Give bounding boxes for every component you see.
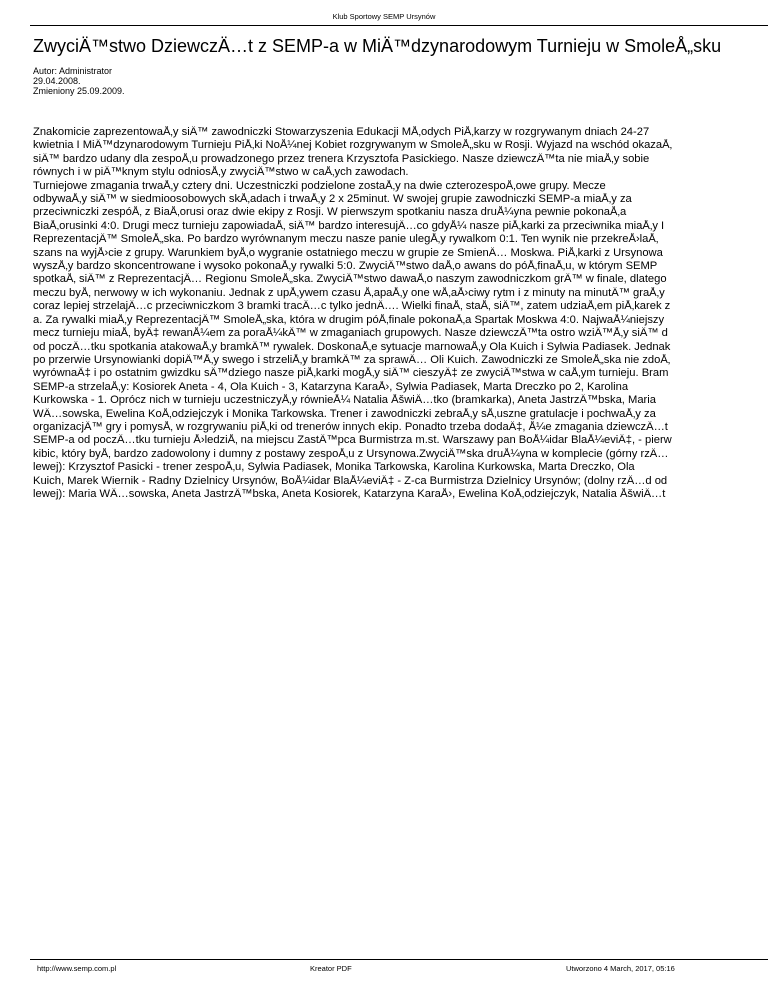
footer-generator: Kreator PDF	[310, 964, 352, 973]
article-line: kibic, który byÅ‚ bardzo zadowolony i dumny z postawy zespoÅ‚u z Ursynowa.ZwyciÄ™ska druÅ¼yna w komplecie (górny rzÄ…	[33, 447, 669, 460]
page-header-site-name: Klub Sportowy SEMP Ursynów	[332, 12, 436, 21]
article-line: meczu byÅ‚ nerwowy w ich wykonaniu. Jednak z upÅ‚ywem czasu Å‚apaÅ‚y one wÅ‚aÅ›ciwy rytm i z minuty na minutÄ™ graÅ‚y	[33, 286, 665, 299]
header-divider	[30, 25, 768, 26]
article-line: wyrównaÄ‡ i po ostatnim gwizdku sÄ™dziego nasze piÅ‚karki mogÅ‚y siÄ™ cieszyÄ‡ ze zwyciÄ™stwa w caÅ‚ym turnieju. Bram	[33, 367, 669, 380]
created-date: 29.04.2008.	[33, 76, 81, 86]
article-line: coraz lepiej strzelajÄ…c przeciwniczkom 3 bramki tracÄ…c tylko jednÄ…. Wielki finaÅ‚ staÅ‚ siÄ™, zatem udziaÅ‚em piÅ‚karek z	[33, 300, 671, 313]
footer-created-at: Utworzono 4 March, 2017, 05:16	[566, 964, 675, 973]
article-line: przeciwniczki zespóÅ‚ z BiaÅ‚orusi oraz dwie ekipy z Rosji. W pierwszym spotkaniu nasza druÅ¼yna pewnie pokonaÅ‚a	[33, 206, 627, 219]
article-body	[33, 126, 768, 501]
article-title: ZwyciÄ™stwo DziewczÄ…t z SEMP-a w MiÄ™dzynarodowym Turnieju w SmoleÅ„sku	[33, 36, 722, 56]
article-line: ReprezentacjÄ™ SmoleÅ„ska. Po bardzo wyrównanym meczu nasze panie ulegÅ‚y rywalkom 0:1. Ten wynik nie przekreÅ›laÅ‚	[33, 233, 659, 246]
article-line: lewej): Maria WÄ…sowska, Aneta JastrzÄ™bska, Aneta Kosiorek, Katarzyna KaraÅ›, Ewelina KoÅ‚odziejczyk, Natalia ÅšwiÄ…t	[33, 487, 666, 500]
footer-divider	[30, 959, 768, 960]
article-line: siÄ™ bardzo udany dla zespoÅ‚u prowadzonego przez trenera Krzysztofa Pasickiego. Nasze dziewczÄ™ta nie miaÅ‚y sobie	[33, 152, 650, 165]
article-line: kwietnia I MiÄ™dzynarodowym Turnieju PiÅ‚ki NoÅ¼nej Kobiet rozgrywanym w SmoleÅ„sku w Rosji. Wyjazd na wschód okazaÅ‚	[33, 139, 673, 152]
article-line: organizacjÄ™ gry i pomysÅ‚ w rozgrywaniu piÅ‚ki od trenerów innych ekip. Ponadto trzeba dodaÄ‡, Å¼e zmagania dziewczÄ…t	[33, 420, 668, 433]
article-line: Znakomicie zaprezentowaÅ‚y siÄ™ zawodniczki Stowarzyszenia Edukacji MÅ‚odych PiÅ‚karzy w rozgrywanym dniach 24-27	[33, 126, 650, 138]
article-line: lewej): Krzysztof Pasicki - trener zespoÅ‚u, Sylwia Padiasek, Monika Tarkowska, Karolina Kurkowska, Marta Dreczko, Ola	[33, 461, 635, 474]
article-line: po przerwie Ursynowianki dopiÄ™Å‚y swego i strzeliÅ‚y bramkÄ™ za sprawÄ… Oli Kuich. Zawodniczki ze SmoleÅ„ska nie zdoÅ‚	[33, 353, 671, 366]
article-line: a. Za rywalki miaÅ‚y ReprezentacjÄ™ SmoleÅ„ska, która w drugim póÅ‚finale pokonaÅ‚a Spartak Moskwa 4:0. NajwaÅ¼niejszy	[33, 313, 665, 326]
modified-date: Zmieniony 25.09.2009.	[33, 86, 125, 96]
article-line: odbywaÅ‚y siÄ™ w siedmioosobowych skÅ‚adach i trwaÅ‚y 2 x 25minut. W swojej grupie zawodniczki SEMP-a miaÅ‚y za	[33, 193, 632, 206]
article-line: Turniejowe zmagania trwaÅ‚y cztery dni. Uczestniczki podzielone zostaÅ‚y na dwie czterozespoÅ‚owe grupy. Mecze	[33, 179, 606, 192]
article-line: spotkaÅ‚ siÄ™ z ReprezentacjÄ… Regionu SmoleÅ„ska. ZwyciÄ™stwo dawaÅ‚o naszym zawodniczkom grÄ™ w finale, dlatego	[33, 273, 667, 286]
article-meta	[33, 66, 125, 96]
article-line: WÄ…sowska, Ewelina KoÅ‚odziejczyk i Monika Tarkowska. Trener i zawodniczki zebraÅ‚y sÅ‚uszne gratulacje i pochwaÅ‚y za	[33, 407, 656, 420]
author-line: Autor: Administrator	[33, 66, 113, 76]
article-line: wyszÅ‚y bardzo skoncentrowane i wysoko pokonaÅ‚y rywalki 5:0. ZwyciÄ™stwo daÅ‚o awans do póÅ‚finaÅ‚u, w którym SEMP	[33, 260, 658, 273]
article-line: od poczÄ…tku spotkania atakowaÅ‚y bramkÄ™ rywalek. DoskonaÅ‚e sytuacje marnowaÅ‚y Ola Kuich i Sylwia Padiasek. Jednak	[33, 340, 671, 353]
article-line: mecz turnieju miaÅ‚ byÄ‡ rewanÅ¼em za poraÅ¼kÄ™ w zmaganiach grupowych. Nasze dziewczÄ™ta ostro wziÄ™Å‚y siÄ™ d	[33, 327, 668, 340]
article-line: Kurkowska - 1. Oprócz nich w turnieju uczestniczyÅ‚y równieÅ¼ Natalia ÅšwiÄ…tko (bramkarka), Aneta JastrzÄ™bska, Maria	[33, 394, 656, 407]
article-line: BiaÅ‚orusinki 4:0. Drugi mecz turnieju zapowiadaÅ‚ siÄ™ bardzo interesujÄ…co gdyÅ¼ nasze piÅ‚karki za przeciwnika miaÅ‚y I	[33, 219, 665, 232]
footer-url: http://www.semp.com.pl	[37, 964, 117, 973]
article-line: Kuich, Marek Wiernik - Radny Dzielnicy Ursynów, BoÅ¼idar BlaÅ¼eviÄ‡ - Z-ca Burmistrza Dzielnicy Ursynów; (dolny rzÄ…d od	[33, 474, 668, 487]
article-line: SEMP-a strzelaÅ‚y: Kosiorek Aneta - 4, Ola Kuich - 3, Katarzyna KaraÅ›, Sylwia Padiasek, Marta Dreczko po 2, Karolina	[33, 380, 629, 393]
article-line: równych i w piÄ™knym stylu odniosÅ‚y zwyciÄ™stwo w caÅ‚ych zawodach.	[33, 166, 409, 179]
article-line: szans na wyjÅ›cie z grupy. Warunkiem byÅ‚o wygranie ostatniego meczu w grupie ze SmienÄ… Moskwa. PiÅ‚karki z Ursynowa	[33, 246, 663, 259]
article-line: SEMP-a od poczÄ…tku turnieju Å›ledziÅ‚ na miejscu ZastÄ™pca Burmistrza m.st. Warszawy pan BoÅ¼idar BlaÅ¼eviÄ‡, - pierw	[33, 434, 672, 447]
